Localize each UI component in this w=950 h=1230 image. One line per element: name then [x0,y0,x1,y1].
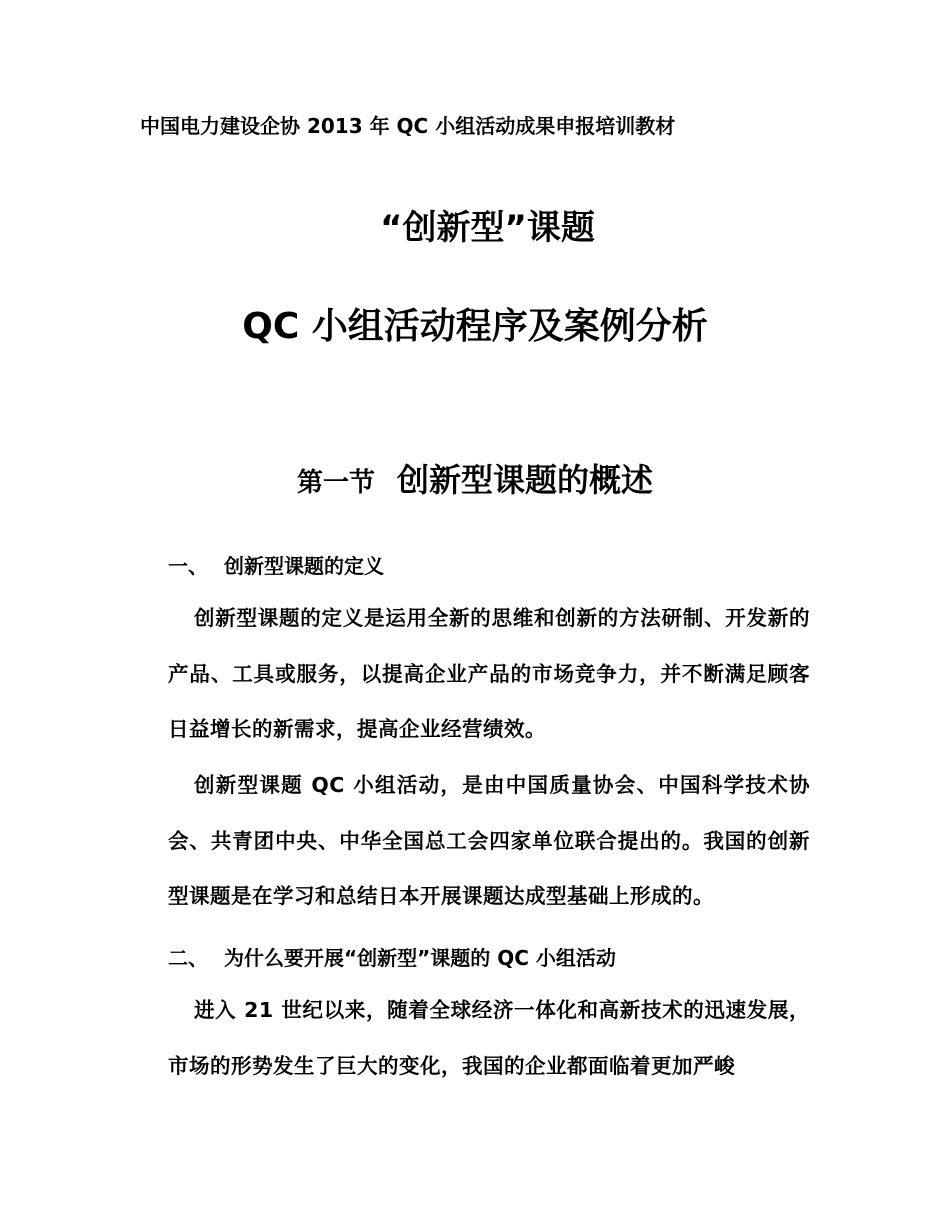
section-name: 创新型课题的概述 [397,461,654,499]
section-number: 第一节 [296,468,375,498]
subheading-1-text: 创新型课题的定义 [224,554,384,578]
paragraph-1: 创新型课题的定义是运用全新的思维和创新的方法研制、开发新的产品、工具或服务，以提高企业产品的市场竞争力，并不断满足顾客日益增长的新需求，提高企业经营绩效。 [168,606,810,741]
paragraph-3: 进入 21 世纪以来，随着全球经济一体化和高新技术的迅速发展，市场的形势发生了巨大的变化，我国的企业都面临着更加严峻 [168,998,810,1078]
document-title-line-1: “创新型”课题 [380,208,595,248]
paragraph-2: 创新型课题 QC 小组活动，是由中国质量协会、中国科学技术协会、共青团中央、中华全国总工会四家单位联合提出的。我国的创新型课题是在学习和总结日本开展课题达成型基础上形成的。 [168,773,810,908]
subheading-2-marker: 二、 [168,946,208,970]
document-subtitle: 中国电力建设企协 2013 年 QC 小组活动成果申报培训教材 [140,114,676,138]
subheading-2-text: 为什么要开展“创新型”课题的 QC 小组活动 [224,946,616,970]
subheading-2 [168,942,616,971]
subheading-1 [168,550,384,579]
document-title-line-2: QC 小组活动程序及案例分析 [242,306,708,347]
subheading-1-marker: 一、 [168,554,208,578]
section-heading [0,455,950,501]
